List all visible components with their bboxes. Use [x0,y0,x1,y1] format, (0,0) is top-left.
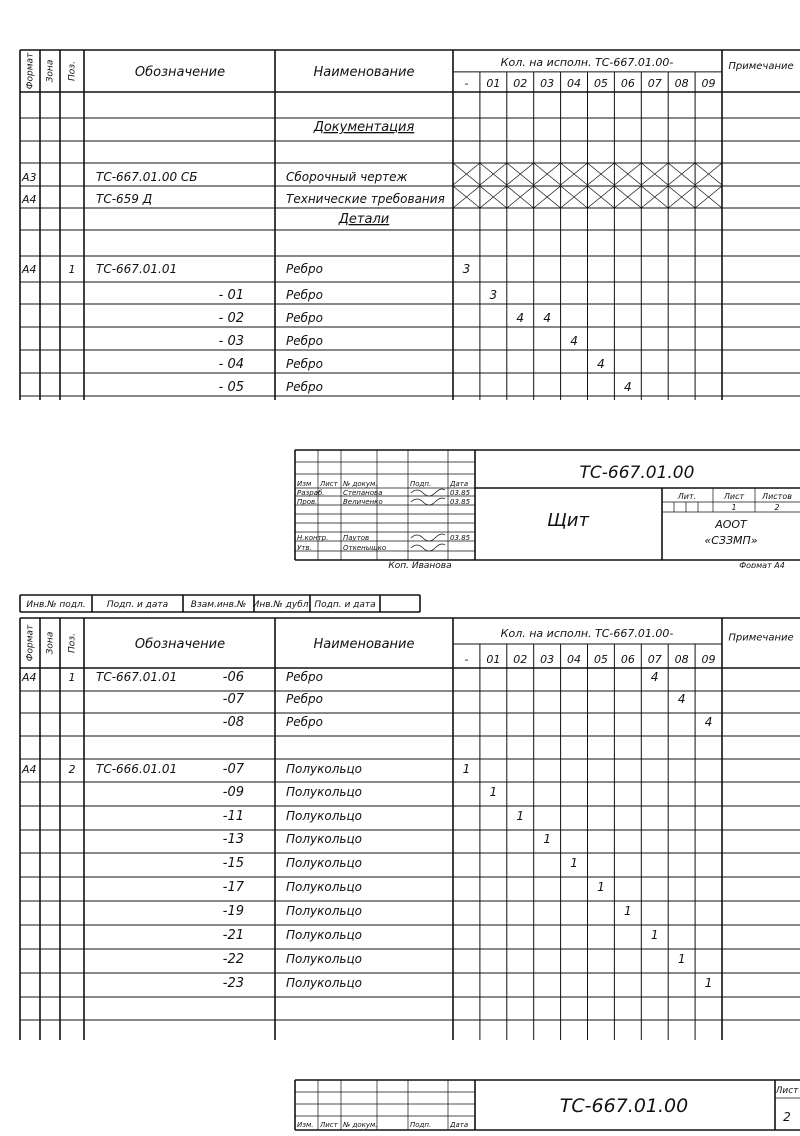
format-cell: А4 [22,263,37,276]
sheet-label: Лист [723,492,745,501]
title-col-label: № докум. [343,480,378,488]
name-cell: Ребро [286,692,323,706]
variant-header: 01 [486,653,501,666]
sheet-label: Лист [775,1086,799,1096]
designation-suffix-cell: -07 [222,692,244,707]
variant-header: 08 [674,653,689,666]
qty-cell: 4 [677,692,686,706]
name-cell: Ребро [286,334,323,348]
designation-suffix-cell: -21 [222,928,244,943]
title-col-label: Лист [320,480,338,488]
name-header: Наименование [313,637,415,652]
qty-cell: 3 [489,288,498,302]
name-cell: Ребро [286,670,323,684]
title-role: Н.контр. [297,534,329,542]
name-cell: Полукольцо [286,832,362,846]
qty-cell: 4 [543,311,551,325]
format-header: Формат [25,624,36,662]
name-cell: Полукольцо [286,928,362,942]
designation-header: Обозначение [134,637,226,652]
qty-header: Кол. на исполн. ТС-667.01.00- [500,627,674,640]
name-cell: Полукольцо [286,856,362,870]
qty-cell: 1 [516,809,525,823]
title-col-label: Дата [450,1121,469,1129]
qty-cell: 1 [650,928,659,942]
name-cell: Полукольцо [286,976,362,990]
format-label: Формат А4 [739,561,785,568]
title-role: Разраб. [297,489,325,497]
qty-cell: 1 [543,832,551,846]
side-cell-label: Взам.инв.№ [190,600,247,610]
section-parts-title: Детали [338,212,390,227]
designation-suffix-cell: -22 [222,952,244,967]
pos-cell: 2 [68,763,76,776]
title-role: Утв. [297,544,312,552]
qty-cell: 4 [597,357,605,371]
designation-suffix-cell: -13 [222,832,244,847]
doc-number: ТС-667.01.00 [579,463,695,483]
signature-scribble [411,489,445,496]
name-cell: Полукольцо [286,904,362,918]
qty-header: Кол. на исполн. ТС-667.01.00- [500,55,674,69]
name-cell: Полукольцо [286,952,362,966]
title-date: 03.85 [450,489,471,497]
variant-header: 07 [647,77,662,90]
designation-suffix-cell: -06 [222,670,244,685]
designation-suffix-cell: - 01 [218,288,244,303]
variant-header: 08 [674,77,689,90]
doc-title: Щит [547,510,589,531]
lit-label: Лит. [677,492,697,501]
title-col-label: Подп. [410,1121,432,1129]
designation-suffix-cell: -08 [222,715,244,730]
qty-cell: 4 [624,380,632,394]
variant-header: 09 [701,653,716,666]
variant-header: 01 [486,77,501,90]
note-header: Примечание [728,60,794,72]
name-header: Наименование [313,65,415,80]
doc-number: ТС-667.01.00 [559,1095,689,1117]
title-col-label: Изм. [297,1121,314,1129]
pos-header: Поз. [67,633,78,653]
name-cell: Сборочный чертеж [286,170,408,184]
designation-cell: ТС-659 Д [96,192,153,206]
name-cell: Ребро [286,311,323,325]
qty-cell: 4 [704,715,713,729]
qty-cell: 1 [704,976,713,990]
pos-header: Поз. [67,61,78,81]
title-col-label: Подп. [410,480,432,488]
qty-cell: 1 [624,904,632,918]
designation-suffix-cell: - 05 [218,380,244,395]
format-cell: А4 [22,763,37,776]
note-header: Примечание [728,632,794,644]
pos-cell: 1 [68,263,76,276]
spec-sheet-2-drawing [0,590,800,1132]
designation-suffix-cell: - 03 [218,334,244,349]
name-cell: Технические требования [286,192,445,206]
format-cell: А3 [22,171,37,184]
variant-header: 06 [620,77,635,90]
designation-suffix-cell: -07 [222,762,244,777]
format-cell: А4 [22,193,37,206]
format-cell: А4 [22,671,37,684]
name-cell: Полукольцо [286,880,362,894]
section-docs-title: Документация [313,120,415,135]
variant-header: 04 [567,77,582,90]
sheets-total: 2 [774,503,780,512]
name-cell: Ребро [286,262,323,276]
variant-header: 06 [620,653,635,666]
designation-cell: ТС-666.01.01 [96,762,178,776]
title-person: Степанова [343,489,383,497]
zone-header: Зона [45,59,56,83]
qty-cell: 3 [462,262,471,276]
qty-cell: 1 [597,880,605,894]
qty-cell: 4 [516,311,525,325]
designation-suffix-cell: -17 [222,880,244,895]
designation-suffix-cell: -15 [222,856,244,871]
name-cell: Ребро [286,380,323,394]
signature-scribble [411,544,445,551]
title-date: 03.85 [450,498,471,506]
designation-suffix-cell: -11 [222,809,244,824]
pos-cell: 1 [68,671,76,684]
designation-cell: ТС-667.01.01 [96,670,178,684]
title-col-label: Дата [450,480,469,488]
designation-cell: ТС-667.01.01 [96,262,178,276]
qty-cell: 4 [650,670,659,684]
side-cell-label: Инв.№ подл. [26,600,86,610]
title-role: Пров. [297,498,318,506]
qty-cell: 4 [570,334,578,348]
org-line-2: «СЗЗМП» [704,534,758,547]
designation-suffix-cell: -23 [222,976,244,991]
qty-cell: 1 [677,952,686,966]
qty-cell: 1 [570,856,578,870]
name-cell: Полукольцо [286,785,362,799]
sheet-number: 1 [731,503,737,512]
name-cell: Ребро [286,288,323,302]
designation-suffix-cell: - 02 [218,311,244,326]
side-cell-label: Инв.№ дубл. [252,600,312,610]
title-col-label: Изм [297,480,312,488]
designation-suffix-cell: -09 [222,785,244,800]
variant-header: 02 [513,653,528,666]
side-cell-label: Подп. и дата [106,600,169,610]
variant-header: 05 [593,77,608,90]
designation-suffix-cell: - 04 [218,357,244,372]
title-date: 03.85 [450,534,471,542]
side-cell-label: Подп. и дата [314,600,376,610]
title-col-label: № докум. [343,1121,378,1129]
title-col-label: Лист [320,1121,338,1129]
variant-header: - [464,653,469,666]
zone-header: Зона [45,631,56,655]
qty-cell: 1 [462,762,471,776]
format-header: Формат [25,52,36,90]
variant-header: 07 [647,653,662,666]
name-cell: Полукольцо [286,762,362,776]
variant-header: 02 [513,77,528,90]
designation-header: Обозначение [134,65,226,80]
org-line-1: АООТ [715,518,747,531]
variant-header: 03 [540,653,555,666]
signature-scribble [411,498,445,505]
designation-suffix-cell: -19 [222,904,244,919]
title-person: Откенышко [343,544,387,552]
designation-cell: ТС-667.01.00 СБ [96,170,198,184]
variant-header: 03 [540,77,555,90]
variant-header: 09 [701,77,716,90]
sheets-label: Листов [762,492,792,501]
sheet-number: 2 [783,1110,791,1124]
title-person: Величенко [343,498,383,506]
signature-scribble [411,534,445,541]
variant-header: - [464,77,469,90]
name-cell: Ребро [286,715,323,729]
qty-cell: 1 [489,785,498,799]
spec-sheet-2 [0,590,800,1132]
title-person: Паутов [343,534,370,542]
copied-by: Коп. Иванова [388,561,452,568]
variant-header: 04 [567,653,582,666]
variant-header: 05 [593,653,608,666]
name-cell: Ребро [286,357,323,371]
name-cell: Полукольцо [286,809,362,823]
